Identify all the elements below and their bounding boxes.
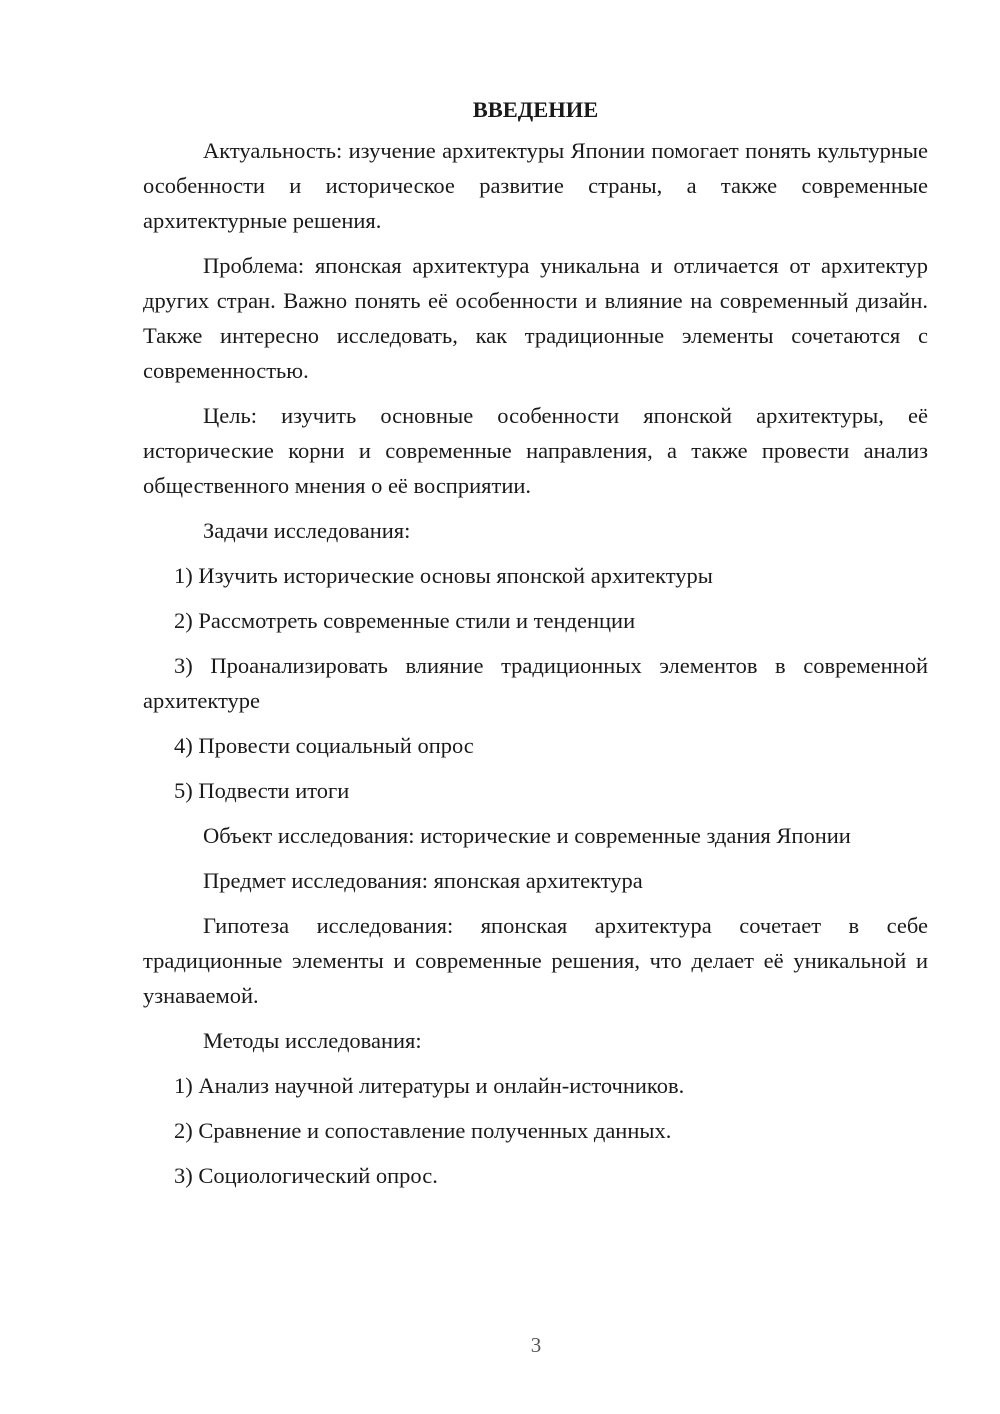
tasks-heading: Задачи исследования:: [203, 518, 411, 543]
task-item: 4) Провести социальный опрос: [174, 733, 474, 758]
document-page: [143, 92, 928, 1203]
problem-paragraph: Проблема: японская архитектура уникальна и отличается от архитектур других стран. Важно понять её особенности и влияние на современный дизайн. Также интересно исследовать, как традиционные элементы сочетаются с современностью.: [143, 253, 928, 383]
page-title: ВВЕДЕНИЕ: [472, 97, 599, 122]
method-item: 1) Анализ научной литературы и онлайн-источников.: [174, 1073, 685, 1098]
goal-paragraph: Цель: изучить основные особенности японской архитектуры, её исторические корни и современные направления, а также провести анализ общественного мнения о её восприятии.: [143, 403, 928, 498]
relevance-paragraph: Актуальность: изучение архитектуры Японии помогает понять культурные особенности и историческое развитие страны, а также современные архитектурные решения.: [143, 138, 928, 233]
task-item: 2) Рассмотреть современные стили и тенденции: [174, 608, 636, 633]
method-item: 3) Социологический опрос.: [174, 1163, 438, 1188]
task-item: 3) Проанализировать влияние традиционных элементов в современной архитектуре: [143, 653, 928, 713]
object-paragraph: Объект исследования: исторические и современные здания Японии: [203, 823, 851, 848]
task-item: 5) Подвести итоги: [174, 778, 350, 803]
subject-paragraph: Предмет исследования: японская архитектура: [203, 868, 643, 893]
method-item: 2) Сравнение и сопоставление полученных данных.: [174, 1118, 672, 1143]
hypothesis-paragraph: Гипотеза исследования: японская архитектура сочетает в себе традиционные элементы и современные решения, что делает её уникальной и узнаваемой.: [143, 913, 928, 1008]
methods-heading: Методы исследования:: [203, 1028, 422, 1053]
page-number: 3: [530, 1333, 542, 1357]
task-item: 1) Изучить исторические основы японской архитектуры: [174, 563, 713, 588]
